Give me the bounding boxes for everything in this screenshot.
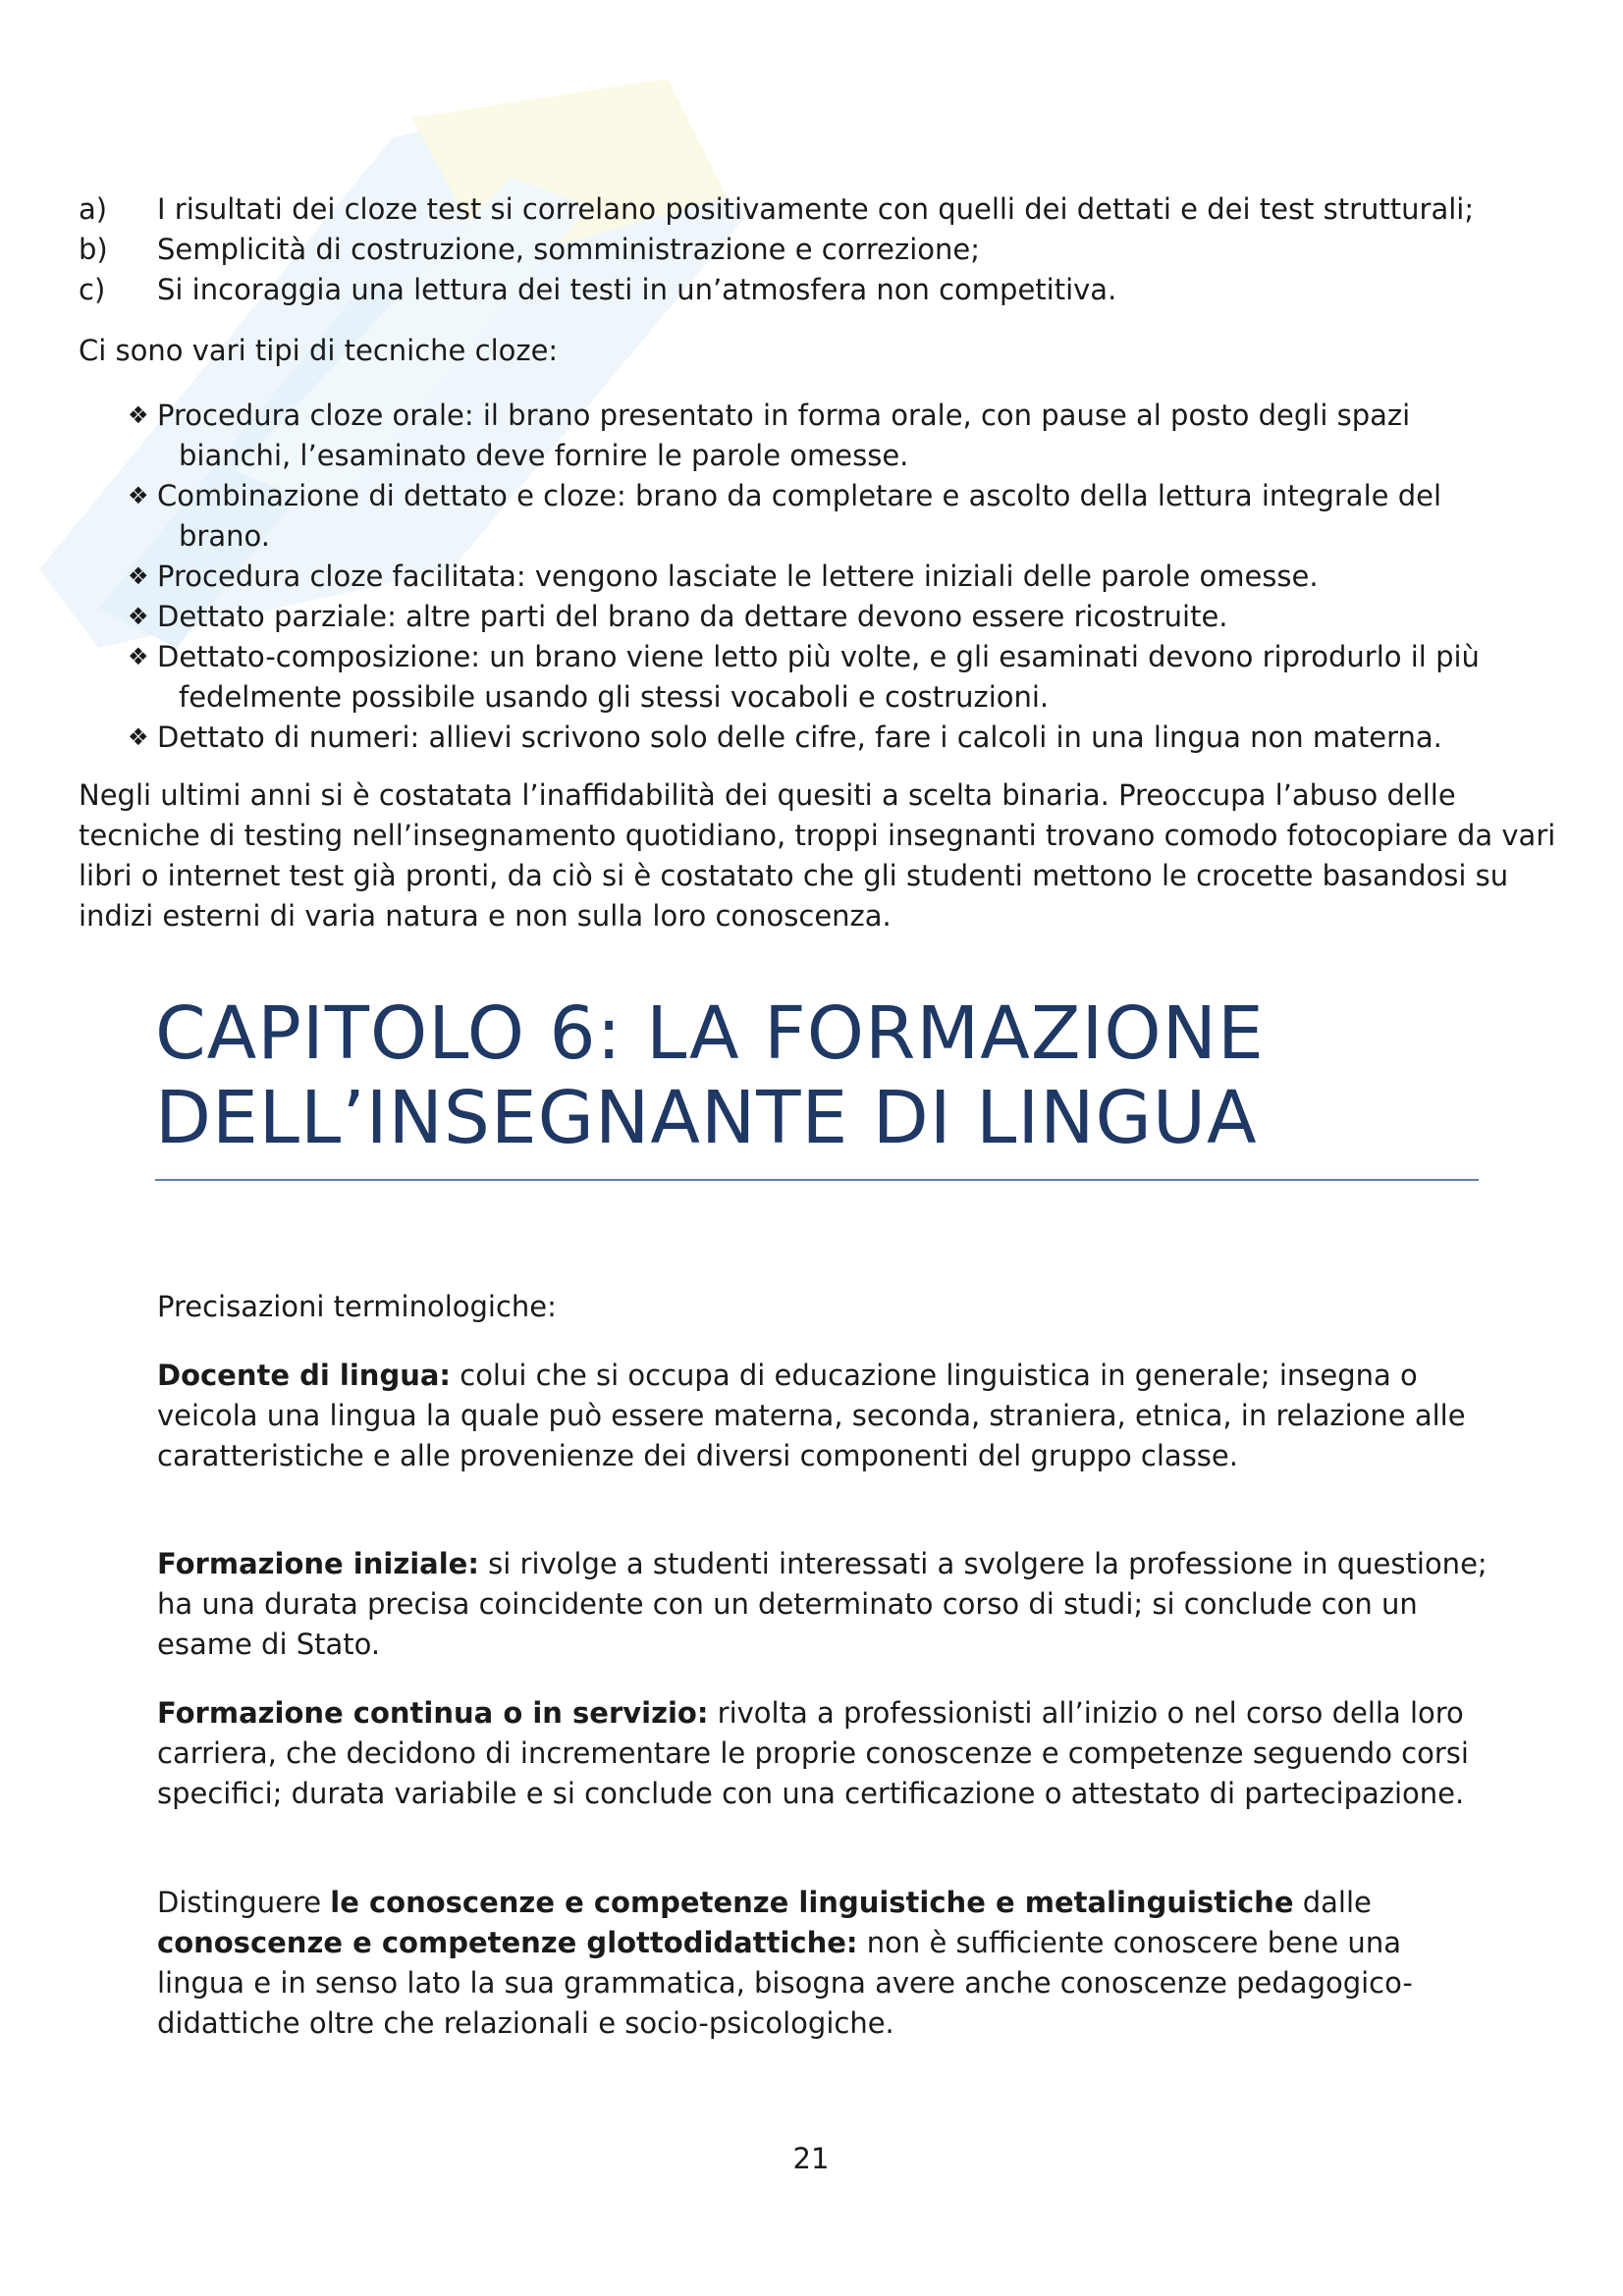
definition-term: Docente di lingua: [157,1359,452,1392]
list-marker: c) [79,273,106,306]
chapter-title-line: CAPITOLO 6: LA FORMAZIONE [155,991,1265,1076]
bullet-continuation: bianchi, l’esaminato deve fornire le parole omesse. [179,439,909,472]
definition-paragraph [157,1356,1492,1476]
list-item-text: Si incoraggia una lettura dei testi in un’atmosfera non competitiva. [157,273,1117,306]
diamond-bullet-icon: ❖ [128,643,149,670]
bullet-continuation: fedelmente possibile usando gli stessi vocaboli e costruzioni. [179,680,1050,714]
definition-paragraph [157,1544,1492,1665]
list-marker: b) [79,233,108,266]
list-item [79,189,1571,230]
chapter-title-line: DELL’INSEGNANTE DI LINGUA [155,1076,1258,1160]
bold-segment: conoscenze e competenze glottodidattiche: [157,1926,858,1959]
text-segment: Distinguere [157,1886,331,1919]
final-paragraph [157,1883,1492,2044]
bullet-continuation: brano. [179,519,270,553]
diamond-bullet-icon: ❖ [128,482,149,509]
list-item [79,230,1571,270]
cloze-techniques-list [128,396,1542,758]
lettered-list [79,189,1571,310]
intro-text: Ci sono vari tipi di tecniche cloze: [79,334,559,367]
chapter-title [155,991,1481,1160]
list-item [128,718,1542,758]
heading-divider [155,1179,1479,1181]
bullet-line: Procedura cloze orale: il brano presentato in forma orale, con pause al posto degli spazi [157,399,1411,432]
list-marker: a) [79,192,108,226]
bullet-line: Procedura cloze facilitata: vengono lasciate le lettere iniziali delle parole omesse. [157,560,1319,593]
list-item-text: I risultati dei cloze test si correlano positivamente con quelli dei dettati e dei test strutturali; [157,192,1475,226]
list-item [128,557,1542,597]
list-item [128,597,1542,637]
diamond-bullet-icon: ❖ [128,562,149,590]
body-paragraph: Negli ultimi anni si è costatata l’inaffidabilità dei quesiti a scelta binaria. Preoccupa l’abuso delle tecniche di testing nell’insegnamento quotidiano, troppi insegnanti trovano comodo fotocopiare da vari libri o internet test già pronti, da ciò si è costatato che gli studenti mettono le crocette basandosi su indizi esterni di varia natura e non sulla loro conoscenza. [79,778,1556,933]
list-item [79,270,1571,310]
diamond-bullet-icon: ❖ [128,603,149,630]
list-item [128,396,1542,476]
list-item-text: Semplicità di costruzione, somministrazione e correzione; [157,233,980,266]
page-number: 21 [792,2142,830,2175]
definition-term: Formazione continua o in servizio: [157,1696,709,1730]
bullet-line: Combinazione di dettato e cloze: brano da completare e ascolto della lettura integrale del [157,479,1442,512]
diamond-bullet-icon: ❖ [128,723,149,751]
definition-term: Formazione iniziale: [157,1547,479,1580]
list-item [128,637,1542,718]
list-item [128,476,1542,557]
bullet-line: Dettato parziale: altre parti del brano da dettare devono essere ricostruite. [157,600,1228,633]
definition-text: si rivolge a studenti interessati a svolgere la professione in questione; ha una durata precisa coincidente con un determinato corso di studi; si conclude con un esame di Stato. [157,1547,1488,1661]
text-segment: dalle [1293,1886,1372,1919]
definition-text: rivolta a professionisti all’inizio o nel corso della loro carriera, che decidono di incrementare le proprie conoscenze e competenze seguendo corsi specifici; durata variabile e si conclude con una certificazione o attestato di partecipazione. [157,1696,1469,1810]
definition-paragraph [157,1693,1492,1814]
definition-text: colui che si occupa di educazione linguistica in generale; insegna o veicola una lingua la quale può essere materna, seconda, straniera, etnica, in relazione alle caratteristiche e alle provenienze dei diversi componenti del gruppo classe. [157,1359,1466,1472]
text-segment: non è sufficiente conoscere bene una lingua e in senso lato la sua grammatica, bisogna avere anche conoscenze pedagogico-didattiche oltre che relazionali e socio-psicologiche. [157,1926,1413,2040]
subtitle: Precisazioni terminologiche: [157,1290,557,1323]
bullet-line: Dettato di numeri: allievi scrivono solo delle cifre, fare i calcoli in una lingua non materna. [157,721,1442,754]
bold-segment: le conoscenze e competenze linguistiche e metalinguistiche [330,1886,1294,1919]
bullet-line: Dettato-composizione: un brano viene letto più volte, e gli esaminati devono riprodurlo il più [157,640,1480,673]
diamond-bullet-icon: ❖ [128,401,149,429]
